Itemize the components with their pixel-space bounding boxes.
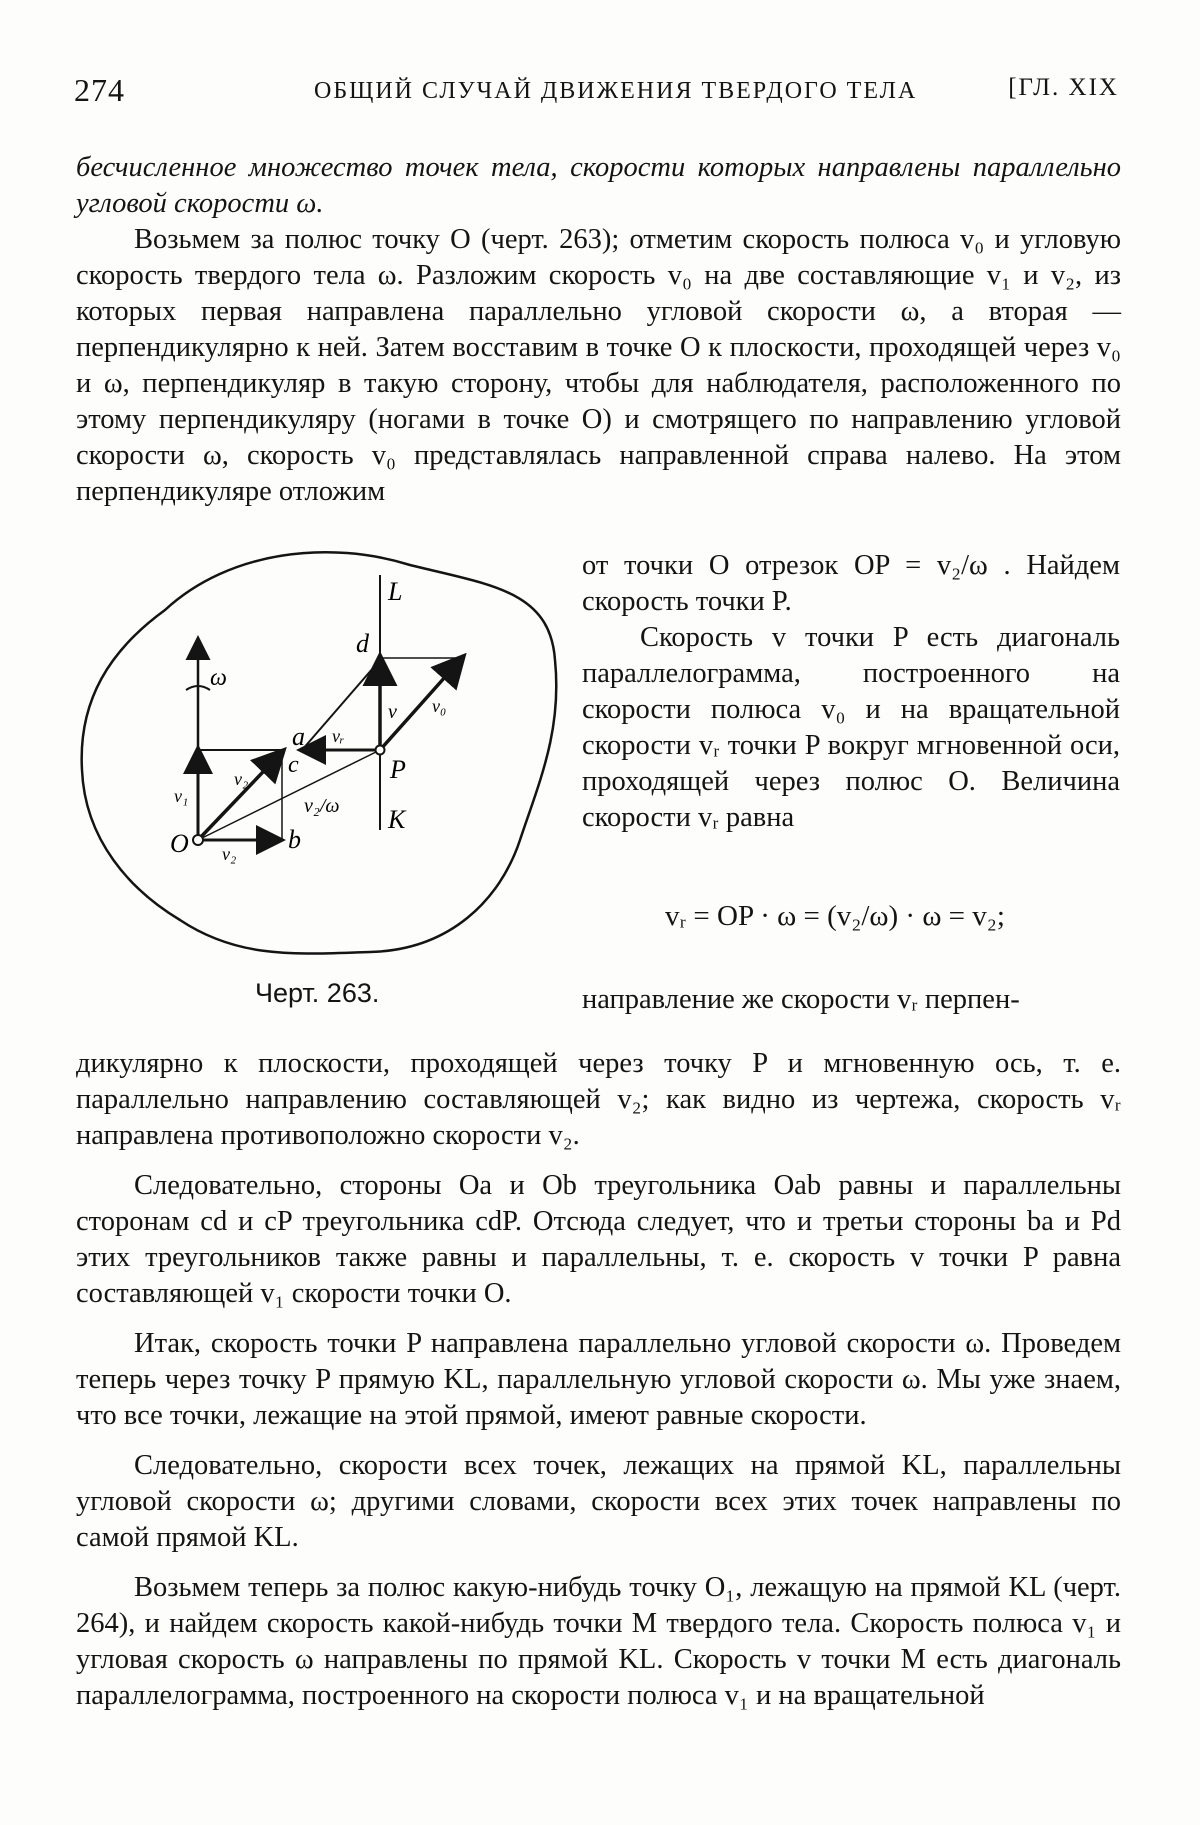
label-v2: v₂ [222,844,237,864]
chapter-label: [ГЛ. XIX [1008,74,1119,101]
side-paragraph-3: направление же скорости vᵣ перпен- [582,984,1020,1015]
side-paragraph-1: от точки O отрезок OP = v₂/ω . Найдем скорость точки P. [582,550,1120,617]
label-v2-over-omega: v₂/ω [304,795,340,817]
side-paragraph-2: Скорость v точки P есть диагональ параллелограмма, построенного на скорости полюса v₀ и на вращательной скорости vᵣ точки P вокруг мгновенной оси, проходящей через полюс O. Величина скорости vᵣ равна [582,622,1120,833]
paragraph-1: Возьмем за полюс точку O (черт. 263); отметим скорость полюса v₀ и угловую скорость твердого тела ω. Разложим скорость v₀ на две составляющие v₁ и v₂, из которых первая направлена параллельно угловой скорости ω, а вторая — перпендикулярно к ней. Затем восставим в точке O к плоскости, проходящей через v₀ и ω, перпендикуляр в такую сторону, чтобы для наблюдателя, расположенного по этому перпендикуляру (ногами в точке O) и смотрящего по направлению угловой скорости ω, скорость v₀ представлялась направленной справа налево. На этом перпендикуляре отложим [76,224,1121,507]
figure-263-drawing [70,540,570,970]
velocity-formula: vᵣ = OP · ω = (v₂/ω) · ω = v₂; [665,900,1005,932]
label-v2-on-diagonal: v₂ [234,769,249,789]
figure-263 [70,540,570,1020]
page-number: 274 [74,72,125,108]
label-b: b [288,825,301,854]
side-column-bottom [582,982,1120,1018]
point-p [376,746,385,755]
intro-italic-paragraph: бесчисленное множество точек тела, скорости которых направлены параллельно угловой скорости ω. [76,152,1121,219]
label-k: K [388,805,406,834]
label-d: d [356,629,369,658]
v0-vector [198,752,282,840]
running-title: ОБЩИЙ СЛУЧАЙ ДВИЖЕНИЯ ТВЕРДОГО ТЕЛА [314,78,918,104]
label-p: P [390,755,406,784]
label-l: L [388,577,403,606]
label-a: a [292,722,305,751]
label-v0: v₀ [432,696,447,716]
paragraph-5: Следовательно, скорости всех точек, лежащих на прямой KL, параллельны угловой скорости ω; другими словами, скорости всех этих точек направлены по самой прямой KL. [76,1450,1121,1553]
label-c: c [288,752,299,778]
paragraph-6: Возьмем теперь за полюс какую-нибудь точку O₁, лежащую на прямой KL (черт. 264), и найдем скорость какой-нибудь точки M твердого тела. Скорость полюса v₁ и угловая скорость ω направлены по прямой KL. Скорость v точки M есть диагональ параллелограмма, построенного на скорости полюса v₁ и на вращательной [76,1572,1121,1711]
label-v1: v₁ [174,786,189,806]
figure-caption: Черт. 263. [255,978,380,1008]
label-vr: vᵣ [332,726,345,746]
point-o [193,835,203,845]
label-omega: ω [210,665,227,691]
paragraph-2-continued: дикулярно к плоскости, проходящей через точку P и мгновенную ось, т. е. параллельно направлению составляющей v₂; как видно из чертежа, скорость vᵣ направлена противоположно скорости v₂. [76,1048,1121,1151]
paragraph-3: Следовательно, стороны Oa и Ob треугольника Oab равны и параллельны сторонам cd и cP треугольника cdP. Отсюда следует, что и третьи стороны ba и Pd этих треугольников также равны и параллельны, т. е. скорость v точки P равна составляющей v₁ скорости точки O. [76,1170,1121,1309]
rigid-body-outline [82,552,557,953]
top-text-block [76,150,1121,510]
side-column [582,548,1120,836]
page-header [74,72,1119,112]
label-v: v [388,701,397,723]
paragraph-4: Итак, скорость точки P направлена параллельно угловой скорости ω. Проведем теперь через точку P прямую KL, параллельную угловой скорости ω. Мы уже знаем, что все точки, лежащие на этой прямой, имеют равные скорости. [76,1328,1121,1431]
label-o: O [170,829,189,858]
bottom-text-block [76,1046,1121,1714]
